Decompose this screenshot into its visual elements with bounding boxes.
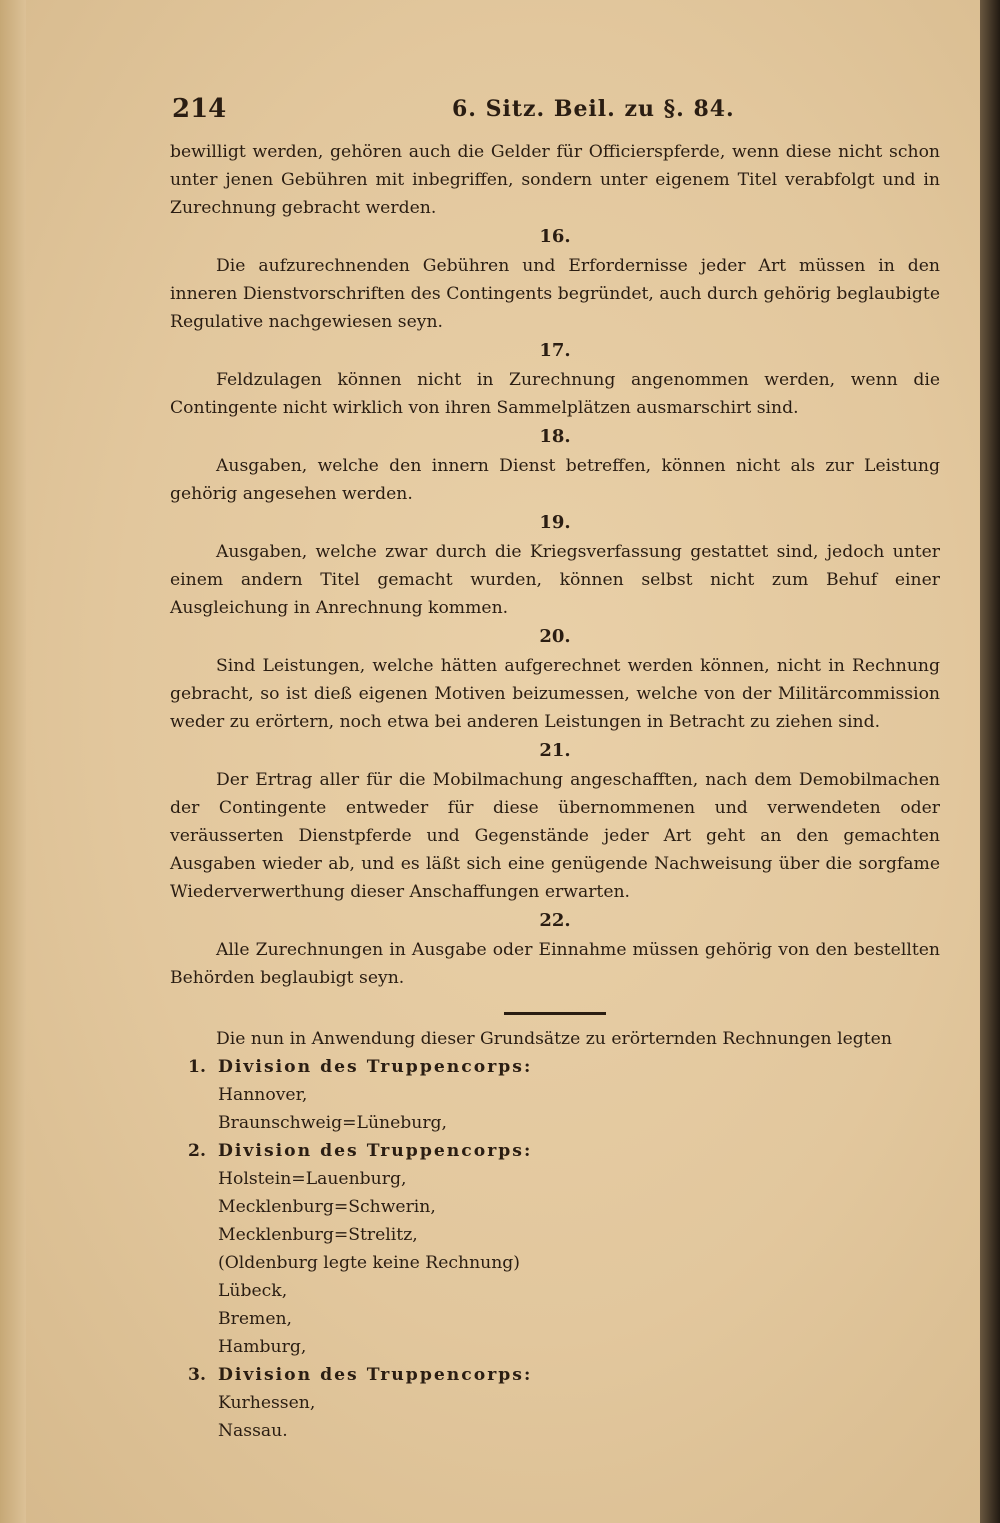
member-state: Nassau.: [218, 1421, 288, 1441]
section-number: 20.: [539, 626, 571, 647]
section-number: 18.: [539, 426, 571, 447]
section-text: Feldzulagen können nicht in Zurechnung angenommen werden, wenn die Contingente nicht wirklich von ihren Sammelplätzen ausmarschirt sind.: [170, 370, 940, 418]
section-text: Alle Zurechnungen in Ausgabe oder Einnahme müssen gehörig von den bestellten Behörden beglaubigt seyn.: [170, 940, 940, 988]
member-state: Lübeck,: [218, 1281, 288, 1301]
division-heading: [170, 1053, 940, 1081]
member-state: Bremen,: [218, 1309, 293, 1329]
division-title: Division des Truppencorps:: [218, 1365, 533, 1385]
member-state: Braunschweig=Lüneburg,: [218, 1113, 448, 1133]
section-number: 21.: [539, 740, 571, 761]
book-edge: [980, 0, 1000, 1523]
division-title: Division des Truppencorps:: [218, 1057, 533, 1077]
section-text: Die aufzurechnenden Gebühren und Erfordernisse jeder Art müssen in den inneren Dienstvorschriften des Contingents begründet, auch durch gehörig beglaubigte Regulative nachgewiesen seyn.: [170, 256, 940, 332]
continuation-paragraph: bewilligt werden, gehören auch die Gelder für Officierspferde, wenn diese nicht schon unter jenen Gebühren mit inbegriffen, sondern unter eigenem Titel verabfolgt und in Zurechnung gebracht werden.: [170, 142, 940, 218]
page-header: [172, 94, 940, 124]
division-heading: [170, 1361, 940, 1389]
section-number: 22.: [539, 910, 571, 931]
section-text: Sind Leistungen, welche hätten aufgerechnet werden können, nicht in Rechnung gebracht, so ist dieß eigenen Motiven beizumessen, welche von der Militärcommission weder zu erörtern, noch etwa bei anderen Leistungen in Betracht zu ziehen sind.: [170, 656, 940, 732]
running-head: 6. Sitz. Beil. zu §. 84.: [452, 96, 735, 122]
member-state: Holstein=Lauenburg,: [218, 1169, 407, 1189]
body-text: [170, 138, 940, 1445]
division-number: 3.: [188, 1365, 206, 1385]
division-number: 1.: [188, 1057, 206, 1077]
member-state: (Oldenburg legte keine Rechnung): [218, 1253, 521, 1273]
page-gutter: [0, 0, 26, 1523]
section-number: 16.: [539, 226, 571, 247]
member-state: Hamburg,: [218, 1337, 307, 1357]
division-heading: [170, 1137, 940, 1165]
member-state: Hannover,: [218, 1085, 308, 1105]
section-text: Ausgaben, welche den innern Dienst betreffen, können nicht als zur Leistung gehörig angesehen werden.: [170, 456, 940, 504]
section-text: Der Ertrag aller für die Mobilmachung angeschafften, nach dem Demobilmachen der Contingente entweder für diese übernommenen und verwendeten oder veräusserten Dienstpferde und Gegenstände jeder Art geht an den gemachten Ausgaben wieder ab, und es läßt sich eine genügende Nachweisung über die sorgfame Wiederverwerthung dieser Anschaffungen erwarten.: [170, 770, 940, 902]
division-number: 2.: [188, 1141, 206, 1161]
member-state: Kurhessen,: [218, 1393, 316, 1413]
member-state: Mecklenburg=Schwerin,: [218, 1197, 436, 1217]
division-title: Division des Truppencorps:: [218, 1141, 533, 1161]
page-number: 214: [172, 94, 227, 124]
list-intro: Die nun in Anwendung dieser Grundsätze zu erörternden Rechnungen legten: [216, 1029, 892, 1049]
section-number: 19.: [539, 512, 571, 533]
member-state: Mecklenburg=Strelitz,: [218, 1225, 418, 1245]
section-text: Ausgaben, welche zwar durch die Kriegsverfassung gestattet sind, jedoch unter einem andern Titel gemacht wurden, können selbst nicht zum Behuf einer Ausgleichung in Anrechnung kommen.: [170, 542, 940, 618]
separator-rule: [504, 1012, 606, 1015]
section-number: 17.: [539, 340, 571, 361]
